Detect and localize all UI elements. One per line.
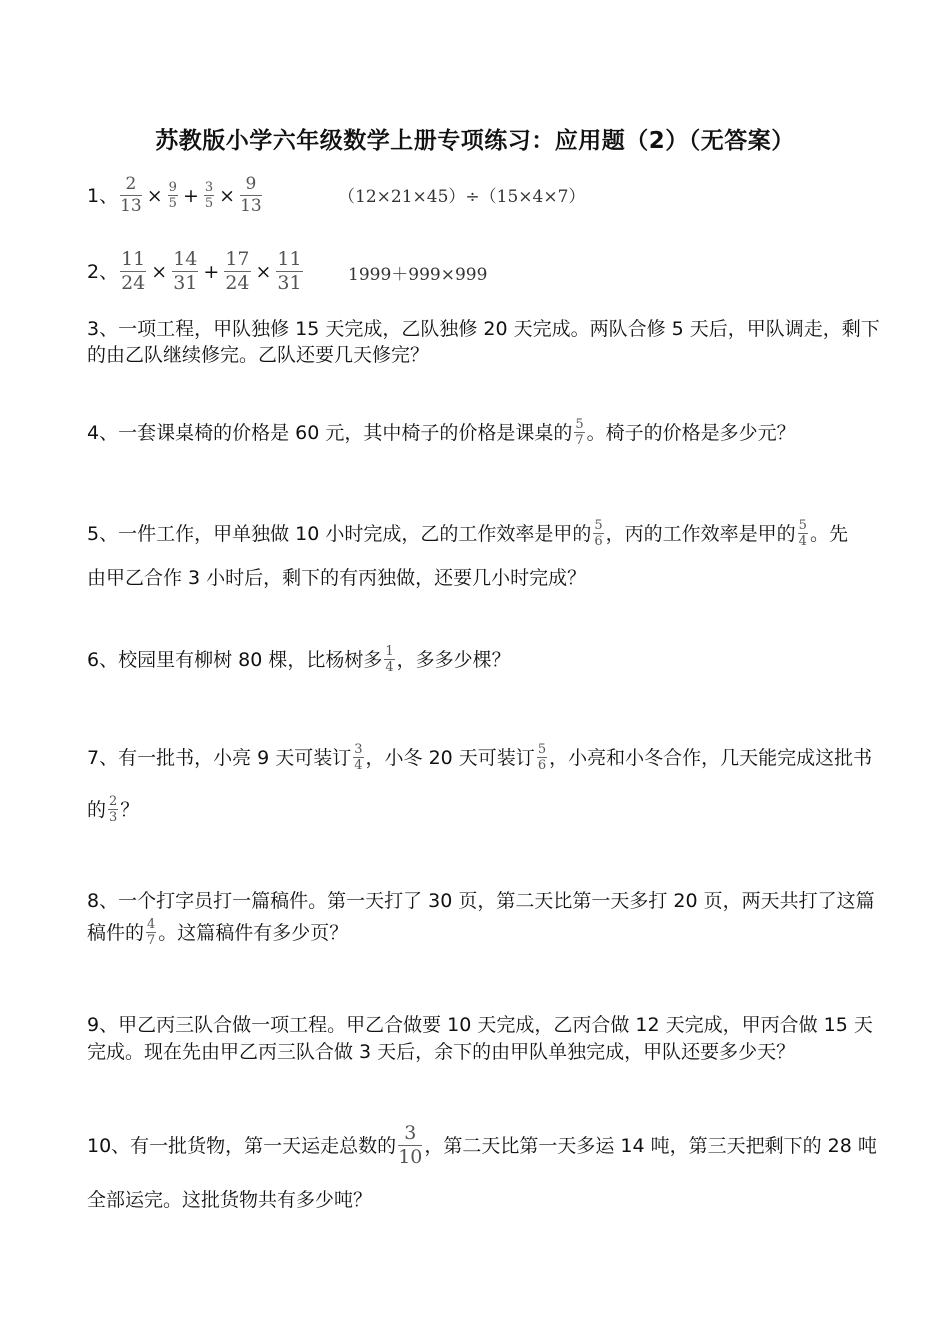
fraction: $\frac{3}{4}$ — [354, 742, 363, 773]
question-2-expression-2: 1999＋999×999 — [348, 265, 488, 285]
question-4: 4、一套课桌椅的价格是 60 元，其中椅子的价格是课桌的 $\frac{5}{7}$ 。椅子的价格是多少元？ — [87, 417, 796, 448]
question-8-line-2: 稿件的 $\frac{4}{7}$ 。这篇稿件有多少页？ — [87, 917, 349, 948]
question-6: 6、校园里有柳树 80 棵，比杨树多 $\frac{1}{4}$ ，多多少棵？ — [87, 644, 511, 675]
fraction: $\frac{5}{6}$ — [537, 742, 547, 773]
page-title: 苏教版小学六年级数学上册专项练习：应用题（2）（无答案） — [155, 128, 795, 154]
question-9-line-2: 完成。现在先由甲乙丙三队合做 3 天后，余下的由甲队单独完成，甲队还要多少天？ — [87, 1041, 796, 1063]
fraction: $\frac{9}{13}$ — [240, 174, 262, 216]
fraction: $\frac{2}{3}$ — [109, 794, 118, 825]
fraction: $\frac{4}{7}$ — [147, 917, 156, 948]
question-5-line-1: 5、一件工作，甲单独做 10 小时完成，乙的工作效率是甲的 $\frac{5}{6}$ ，丙的工作效率是甲的 $\frac{5}{4}$ 。先 — [87, 518, 848, 549]
question-1-label: 1、 — [87, 184, 119, 207]
fraction: $\frac{5}{6}$ — [594, 518, 603, 549]
question-9-line-1: 9、甲乙丙三队合做一项工程。甲乙合做要 10 天完成，乙丙合做 12 天完成，甲丙合做 15 天 — [87, 1014, 873, 1036]
fraction: $\frac{14}{31}$ — [173, 248, 198, 294]
fraction: $\frac{3}{10}$ — [398, 1122, 423, 1168]
question-1: 1、 $\frac{2}{13}$ × $\frac{9}{5}$ + $\frac{3}{5}$ × $\frac{9}{13}$ — [87, 174, 262, 216]
question-2: 2、 $\frac{11}{24}$ × $\frac{14}{31}$ + $\frac{17}{24}$ × $\frac{11}{31}$ — [87, 248, 302, 294]
question-7-line-2: 的 $\frac{2}{3}$ ？ — [87, 794, 140, 825]
question-7-line-1: 7、有一批书，小亮 9 天可装订 $\frac{3}{4}$ ，小冬 20 天可装订 $\frac{5}{6}$ ，小亮和小冬合作，几天能完成这批书 — [87, 742, 873, 773]
question-5-line-2: 由甲乙合作 3 小时后，剩下的有丙独做，还要几小时完成？ — [87, 567, 587, 589]
fraction: $\frac{17}{24}$ — [225, 248, 250, 294]
question-1-expression-2: （12×21×45）÷（15×4×7） — [338, 187, 586, 207]
question-10-line-2: 全部运完。这批货物共有多少吨？ — [87, 1189, 373, 1211]
fraction: $\frac{9}{5}$ — [168, 180, 177, 211]
fraction: $\frac{1}{4}$ — [385, 644, 394, 675]
fraction: $\frac{5}{7}$ — [575, 417, 584, 448]
fraction: $\frac{5}{4}$ — [798, 518, 807, 549]
fraction: $\frac{2}{13}$ — [120, 174, 142, 216]
question-10-line-1: 10、有一批货物，第一天运走总数的 $\frac{3}{10}$ ，第二天比第一天多运 14 吨，第三天把剩下的 28 吨 — [87, 1122, 877, 1168]
fraction: $\frac{11}{31}$ — [277, 248, 302, 294]
fraction: $\frac{3}{5}$ — [204, 180, 214, 211]
question-3-line-1: 3、一项工程，甲队独修 15 天完成，乙队独修 20 天完成。两队合修 5 天后，甲队调走，剩下 — [87, 318, 880, 340]
fraction: $\frac{11}{24}$ — [121, 248, 146, 294]
question-3-line-2: 的由乙队继续修完。乙队还要几天修完？ — [87, 344, 430, 366]
question-2-label: 2、 — [87, 260, 119, 283]
question-8-line-1: 8、一个打字员打一篇稿件。第一天打了 30 页，第二天比第一天多打 20 页，两天共打了这篇 — [87, 890, 875, 912]
